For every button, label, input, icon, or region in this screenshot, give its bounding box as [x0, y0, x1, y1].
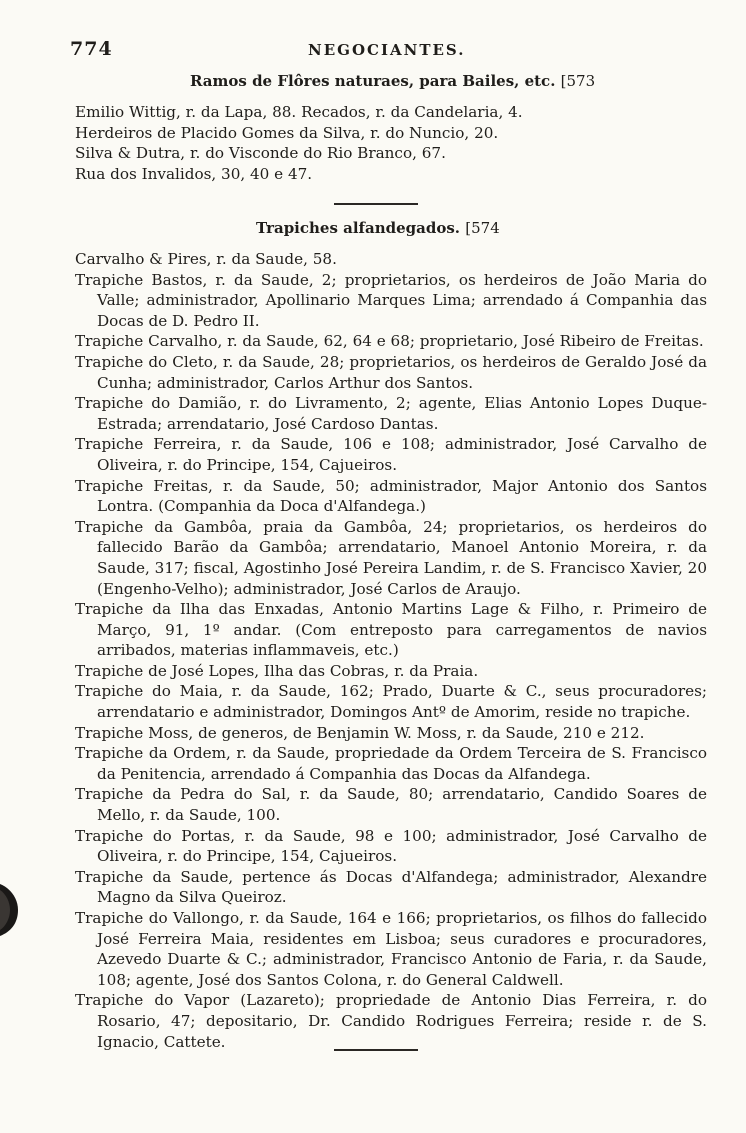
section-number: [573 [560, 72, 596, 90]
list-entry: Herdeiros de Placido Gomes da Silva, r. do Nuncio, 20. [75, 123, 499, 142]
list-entry: Trapiche Moss, de generos, de Benjamin W. Moss, r. da Saude, 210 e 212. [75, 723, 645, 742]
list-entry: Trapiche Freitas, r. da Saude, 50; administrador, Major Antonio dos Santos Lontra. (Companhia da Doca d'Alfandega.) [75, 476, 707, 516]
list-entry: Trapiche Bastos, r. da Saude, 2; proprietarios, os herdeiros de João Maria do Valle; administrador, Apollinario Marques Lima; arrendado á Companhia das Docas de D. Pedro II. [75, 270, 707, 330]
list-entry: Trapiche da Ilha das Enxadas, Antonio Martins Lage & Filho, r. Primeiro de Março, 91, 1º andar. (Com entreposto para carregamentos de navios arribados, materias inflammaveis, etc.) [75, 600, 707, 660]
list-entry: Rua dos Invalidos, 30, 40 e 47. [75, 164, 313, 183]
list-entry: Trapiche da Saude, pertence ás Docas d'Alfandega; administrador, Alexandre Magno da Silva Queiroz. [75, 867, 707, 907]
list-entry: Trapiche do Damião, r. do Livramento, 2; agente, Elias Antonio Lopes Duque-Estrada; arrendatario, José Cardoso Dantas. [75, 394, 707, 433]
scan-thumb-mark [0, 880, 22, 938]
list-entry: Trapiche Ferreira, r. da Saude, 106 e 108; administrador, José Carvalho de Oliveira, r. do Principe, 154, Cajueiros. [75, 435, 707, 474]
section-title-trapiches [256, 219, 500, 237]
list-entry: Trapiche da Gambôa, praia da Gambôa, 24; proprietarios, os herdeiros do fallecido Barão da Gambôa; arrendatario, Manoel Antonio Moreira, r. da Saude, 317; fiscal, Agostinho José Pereira Landim, r. de S. Francisco Xavier, 20 (Engenho-Velho); administrador, José Carlos de Araujo. [75, 517, 707, 598]
page-number: 774 [70, 38, 113, 60]
section-list-ramos [75, 102, 707, 184]
running-title: NEGOCIANTES. [308, 41, 466, 59]
section-divider [334, 1049, 418, 1051]
list-entry: Trapiche da Pedra do Sal, r. da Saude, 80; arrendatario, Candido Soares de Mello, r. da Saude, 100. [75, 785, 707, 825]
list-entry: Trapiche do Maia, r. da Saude, 162; Prado, Duarte & C., seus procuradores; arrendatario e administrador, Domingos Antº de Amorim, reside no trapiche. [75, 682, 707, 722]
page-header [70, 38, 698, 62]
section-title-text: Trapiches alfandegados. [256, 219, 461, 237]
list-entry: Trapiche do Cleto, r. da Saude, 28; proprietarios, os herdeiros de Geraldo José da Cunha; administrador, Carlos Arthur dos Santos. [75, 352, 707, 392]
list-entry: Trapiche de José Lopes, Ilha das Cobras, r. da Praia. [75, 661, 479, 680]
section-number: [574 [465, 219, 500, 237]
section-title-ramos [190, 72, 595, 90]
section-divider [334, 203, 418, 205]
list-entry: Silva & Dutra, r. do Visconde do Rio Branco, 67. [75, 144, 446, 163]
list-entry: Trapiche da Ordem, r. da Saude, propriedade da Ordem Terceira de S. Francisco da Penitencia, arrendado á Companhia das Docas da Alfandega. [75, 744, 707, 783]
list-entry: Trapiche do Portas, r. da Saude, 98 e 100; administrador, José Carvalho de Oliveira, r. do Principe, 154, Cajueiros. [75, 826, 707, 866]
list-entry: Emilio Wittig, r. da Lapa, 88. Recados, r. da Candelaria, 4. [75, 103, 523, 121]
list-entry: Trapiche do Vapor (Lazareto); propriedade de Antonio Dias Ferreira, r. do Rosario, 47; depositario, Dr. Candido Rodrigues Ferreira; reside r. de S. Ignacio, Cattete. [75, 991, 707, 1051]
list-entry: Trapiche do Vallongo, r. da Saude, 164 e 166; proprietarios, os filhos do fallecido José Ferreira Maia, residentes em Lisboa; seus curadores e procuradores, Azevedo Duarte & C.; administrador, Francisco Antonio de Faria, r. da Saude, 108; agente, José dos Santos Colona, r. do General Caldwell. [75, 909, 707, 989]
list-entry: Carvalho & Pires, r. da Saude, 58. [75, 250, 337, 268]
section-title-text: Ramos de Flôres naturaes, para Bailes, etc. [190, 72, 556, 90]
list-entry: Trapiche Carvalho, r. da Saude, 62, 64 e 68; proprietario, José Ribeiro de Freitas. [75, 332, 704, 351]
section-list-trapiches [75, 249, 707, 1052]
